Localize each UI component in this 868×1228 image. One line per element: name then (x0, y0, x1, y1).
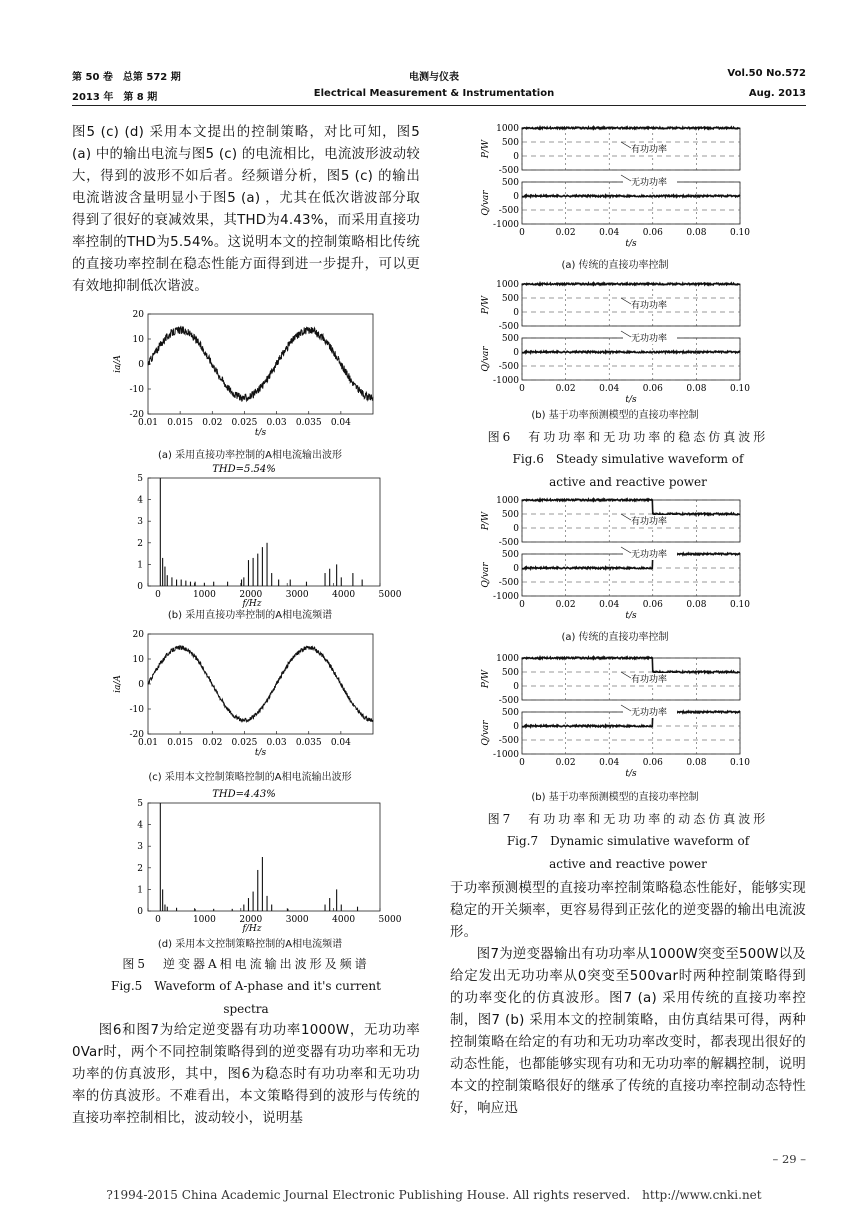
x-tick-label: 0.06 (642, 758, 663, 768)
current-waveform (148, 327, 373, 401)
y-tick-label: 2 (137, 538, 143, 549)
paragraph-text: 于功率预测模型的直接功率控制策略稳态性能好，能够实现稳定的开关频率，更容易得到正弦化的逆变器的输出电流波形。 (450, 881, 806, 940)
y-axis-label: ia/A (113, 675, 123, 693)
plot-frame (148, 478, 380, 586)
y-tick-label: 1000 (496, 654, 519, 664)
x-tick-label: 0.06 (642, 600, 663, 610)
fig5c-chart (110, 628, 380, 766)
y-axis-label: Q/var (481, 346, 491, 372)
y-tick-label: 500 (501, 708, 519, 718)
fig5d-chart (110, 785, 402, 934)
fig7-caption-en-2: active and reactive power (549, 857, 707, 871)
header-volume: 第 50 卷 总第 572 期 (72, 72, 181, 83)
header-date-en: Aug. 2013 (748, 88, 806, 99)
y-tick-label: 20 (132, 630, 144, 640)
x-tick-label: 0.01 (137, 738, 159, 748)
x-tick-label: 0 (519, 228, 525, 238)
fig6-caption-cn: 图6 有功功率和无功功率的稳态仿真波形 (487, 430, 769, 444)
x-tick-label: 0.08 (686, 228, 707, 238)
y-axis-label: Q/var (481, 562, 491, 588)
y-tick-label: 0 (513, 564, 519, 574)
x-tick-label: 0 (155, 915, 161, 925)
y-axis-label: P/W (481, 139, 491, 159)
x-tick-label: 5000 (378, 915, 402, 925)
page-number: – 29 – (772, 1152, 806, 1166)
y-tick-label: 5 (137, 799, 143, 809)
y-tick-label: 5 (137, 474, 143, 484)
y-tick-label: -500 (498, 538, 519, 548)
header-volume-en: Vol.50 No.572 (727, 68, 806, 79)
x-tick-label: 2000 (239, 590, 263, 600)
x-tick-label: 3000 (285, 915, 309, 925)
y-tick-label: 0 (513, 192, 519, 202)
y-tick-label: 500 (501, 138, 519, 148)
x-tick-label: 0.10 (729, 228, 751, 238)
y-tick-label: -10 (129, 385, 144, 395)
x-tick-label: 0.03 (266, 738, 287, 748)
fig6a-chart (470, 122, 760, 254)
series-label: 有功功率 (630, 675, 668, 685)
y-tick-label: 0 (513, 524, 519, 534)
fig7-caption-cn: 图7 有功功率和无功功率的动态仿真波形 (487, 812, 769, 826)
y-tick-label: 1 (137, 560, 143, 571)
fig5d-caption: (d) 采用本文控制策略控制的A相电流频谱 (157, 939, 343, 950)
x-tick-label: 0.02 (555, 384, 576, 394)
x-axis-label: t/s (254, 748, 267, 758)
x-tick-label: 0 (519, 384, 525, 394)
x-tick-label: 1000 (192, 590, 216, 600)
y-tick-label: 1 (137, 885, 143, 896)
y-tick-label: 500 (501, 294, 519, 304)
y-axis-label: P/W (481, 295, 491, 315)
y-tick-label: -1000 (493, 376, 519, 386)
x-tick-label: 2000 (239, 915, 263, 925)
x-axis-label: f/Hz (242, 599, 262, 609)
right-paragraph-1 (450, 878, 806, 1120)
y-tick-label: 10 (132, 335, 144, 345)
y-tick-label: 2 (137, 863, 143, 874)
x-tick-label: 0.08 (686, 758, 707, 768)
power-waveform (522, 657, 740, 673)
x-tick-label: 0.10 (729, 384, 751, 394)
x-tick-label: 0.04 (599, 758, 620, 768)
x-tick-label: 0.04 (599, 384, 620, 394)
y-tick-label: 20 (132, 310, 144, 320)
x-tick-label: 0.08 (686, 384, 707, 394)
x-tick-label: 0 (519, 600, 525, 610)
y-tick-label: -500 (498, 696, 519, 706)
y-tick-label: 0 (137, 907, 143, 917)
x-tick-label: 0.10 (729, 758, 751, 768)
y-tick-label: -1000 (493, 592, 519, 602)
x-tick-label: 0 (519, 758, 525, 768)
x-tick-label: 0.02 (555, 758, 576, 768)
x-tick-label: 0.10 (729, 600, 751, 610)
series-label: 有功功率 (630, 145, 668, 155)
series-label: 有功功率 (630, 301, 668, 311)
x-tick-label: 0.03 (266, 418, 287, 428)
thd-label: THD=5.54% (212, 464, 276, 475)
y-axis-label: P/W (481, 511, 491, 531)
x-tick-label: 0.01 (137, 418, 159, 428)
fig5a-caption: (a) 采用直接功率控制的A相电流输出波形 (158, 450, 342, 461)
plot-frame (148, 803, 380, 911)
fig6b-caption: (b) 基于功率预测模型的直接功率控制 (531, 410, 699, 421)
paragraph-text: 图7为逆变器输出有功功率从1000W突变至500W以及给定发出无功功率从0突变至500var时两种控制策略得到的功率变化的仿真波形。图7 (a) 采用传统的直接功率控制，图7 (b) 采用本文的控制策略，由仿真结果可得，两种控制策略在给定的有功和无功功率改变时，都表现出很好的动态性能，也都能够实现有功和无功功率的解耦控制，说明本文的控制策略很好的继承了传统的直接功率控制动态特性好，响应迅 (450, 947, 806, 1116)
power-waveform (522, 195, 740, 197)
y-tick-label: 500 (501, 334, 519, 344)
y-axis-label: ia/A (113, 355, 123, 373)
y-tick-label: -1000 (493, 750, 519, 760)
y-tick-label: 0 (513, 152, 519, 162)
y-tick-label: 1000 (496, 280, 519, 290)
y-tick-label: 0 (138, 360, 144, 370)
x-tick-label: 0.02 (555, 228, 576, 238)
x-axis-label: f/Hz (242, 924, 262, 934)
fig5b-caption: (b) 采用直接功率控制的A相电流频谱 (167, 610, 333, 621)
y-tick-label: -500 (498, 206, 519, 216)
series-label: 无功功率 (630, 708, 668, 718)
x-tick-label: 0.04 (330, 738, 351, 748)
x-axis-label: t/s (625, 395, 637, 405)
fig6a-caption: (a) 传统的直接功率控制 (561, 260, 669, 271)
fig6b-chart (470, 278, 760, 410)
y-tick-label: 500 (501, 510, 519, 520)
header-rule (72, 105, 806, 106)
x-tick-label: 0.02 (202, 418, 223, 428)
y-tick-label: 10 (132, 655, 144, 665)
y-tick-label: 0 (513, 348, 519, 358)
x-tick-label: 3000 (285, 590, 309, 600)
y-tick-label: 0 (513, 682, 519, 692)
x-tick-label: 0.015 (167, 738, 194, 748)
plot-frame (522, 554, 740, 596)
x-tick-label: 0.04 (599, 228, 620, 238)
plot-frame (522, 712, 740, 754)
x-tick-label: 0.04 (330, 418, 351, 428)
x-axis-label: t/s (625, 611, 637, 621)
thd-label: THD=4.43% (212, 789, 276, 800)
fig7b-chart (470, 652, 760, 784)
y-tick-label: 0 (513, 308, 519, 318)
x-tick-label: 0.035 (295, 418, 322, 428)
x-axis-label: t/s (625, 769, 637, 779)
y-tick-label: 4 (137, 820, 143, 831)
power-waveform (522, 127, 740, 129)
fig6-caption-en-2: active and reactive power (549, 475, 707, 489)
plot-frame (522, 182, 740, 224)
fig7b-caption: (b) 基于功率预测模型的直接功率控制 (531, 792, 699, 803)
left-paragraph-1 (72, 122, 420, 298)
y-tick-label: 3 (137, 517, 143, 528)
current-waveform (148, 646, 373, 722)
paragraph-text: 图6和图7为给定逆变器有功功率1000W，无功功率0Var时，两个不同控制策略得到的逆变器有功功率和无功功率的仿真波形，其中，图6为稳态时有功功率和无功功率的仿真波形。不难看出，本文策略得到的波形与传统的直接功率控制相比，波动较小，说明基 (72, 1023, 420, 1126)
x-tick-label: 1000 (192, 915, 216, 925)
y-tick-label: 1000 (496, 496, 519, 506)
y-tick-label: -10 (129, 705, 144, 715)
y-tick-label: 500 (501, 550, 519, 560)
x-axis-label: t/s (254, 428, 267, 438)
x-axis-label: t/s (625, 239, 637, 249)
y-tick-label: -500 (498, 578, 519, 588)
fig5c-caption: (c) 采用本文控制策略控制的A相电流输出波形 (148, 772, 352, 783)
y-tick-label: -500 (498, 736, 519, 746)
fig7-caption-en-1: Fig.7 Dynamic simulative waveform of (506, 834, 750, 848)
fig7a-chart (470, 494, 760, 626)
y-tick-label: -500 (498, 322, 519, 332)
power-waveform (522, 283, 740, 285)
fig5b-chart (110, 460, 402, 618)
x-tick-label: 0.06 (642, 384, 663, 394)
x-tick-label: 4000 (332, 915, 356, 925)
fig5-caption-en-1: Fig.5 Waveform of A-phase and it's current (111, 979, 381, 993)
power-waveform (522, 351, 740, 353)
y-axis-label: Q/var (481, 190, 491, 216)
x-tick-label: 0.04 (599, 600, 620, 610)
fig5a-chart (110, 308, 380, 446)
y-tick-label: 500 (501, 178, 519, 188)
y-axis-label: P/W (481, 669, 491, 689)
y-tick-label: -1000 (493, 220, 519, 230)
power-waveform (522, 499, 740, 515)
header-issue: 2013 年 第 8 期 (72, 92, 158, 103)
series-label: 无功功率 (630, 178, 668, 188)
x-tick-label: 5000 (378, 590, 402, 600)
y-tick-label: -20 (129, 730, 144, 740)
x-tick-label: 0 (155, 590, 161, 600)
x-tick-label: 0.02 (555, 600, 576, 610)
y-tick-label: 3 (137, 842, 143, 853)
paragraph-text: 图5 (c) (d) 采用本文提出的控制策略，对比可知，图5 (a) 中的输出电流与图5 (c) 的电流相比，电流波形波动较大，得到的波形不如后者。经频谱分析，图5 (c) 的输出电流谐波含量明显小于图5 (a) ，尤其在低次谐波部分取得到了很好的衰减效果，其THD为4.43%，而采用直接功率控制的THD为5.54%。这说明本文的控制策略相比传统的直接功率控制在稳态性能方面得到进一步提升，可以更有效地抑制低次谐波。 (72, 125, 420, 294)
series-label: 有功功率 (630, 517, 668, 527)
copyright-footer: ?1994-2015 China Academic Journal Electronic Publishing House. All rights reserved. http://www.cnki.net (106, 1188, 762, 1202)
x-tick-label: 0.025 (231, 738, 258, 748)
y-tick-label: 0 (138, 680, 144, 690)
y-tick-label: 0 (137, 582, 143, 592)
y-tick-label: 500 (501, 668, 519, 678)
journal-title-cn: 电测与仪表 (409, 72, 459, 83)
fig6-caption-en-1: Fig.6 Steady simulative waveform of (512, 452, 744, 466)
series-label: 无功功率 (630, 550, 668, 560)
fig7a-caption: (a) 传统的直接功率控制 (561, 632, 669, 643)
y-tick-label: -20 (129, 410, 144, 420)
x-tick-label: 4000 (332, 590, 356, 600)
x-tick-label: 0.025 (231, 418, 258, 428)
y-tick-label: 4 (137, 495, 143, 506)
x-tick-label: 0.015 (167, 418, 194, 428)
fig5-caption-cn: 图5 逆变器A相电流输出波形及频谱 (122, 957, 370, 971)
y-tick-label: 0 (513, 722, 519, 732)
y-tick-label: -500 (498, 362, 519, 372)
y-tick-label: -500 (498, 166, 519, 176)
left-paragraph-2 (72, 1020, 420, 1130)
y-tick-label: 1000 (496, 124, 519, 134)
fig5-caption-en-2: spectra (223, 1002, 269, 1016)
x-tick-label: 0.035 (295, 738, 322, 748)
y-axis-label: Q/var (481, 720, 491, 746)
series-label: 无功功率 (630, 334, 668, 344)
x-tick-label: 0.02 (202, 738, 223, 748)
plot-frame (522, 338, 740, 380)
x-tick-label: 0.06 (642, 228, 663, 238)
x-tick-label: 0.08 (686, 600, 707, 610)
journal-title-en: Electrical Measurement & Instrumentation (313, 88, 555, 99)
